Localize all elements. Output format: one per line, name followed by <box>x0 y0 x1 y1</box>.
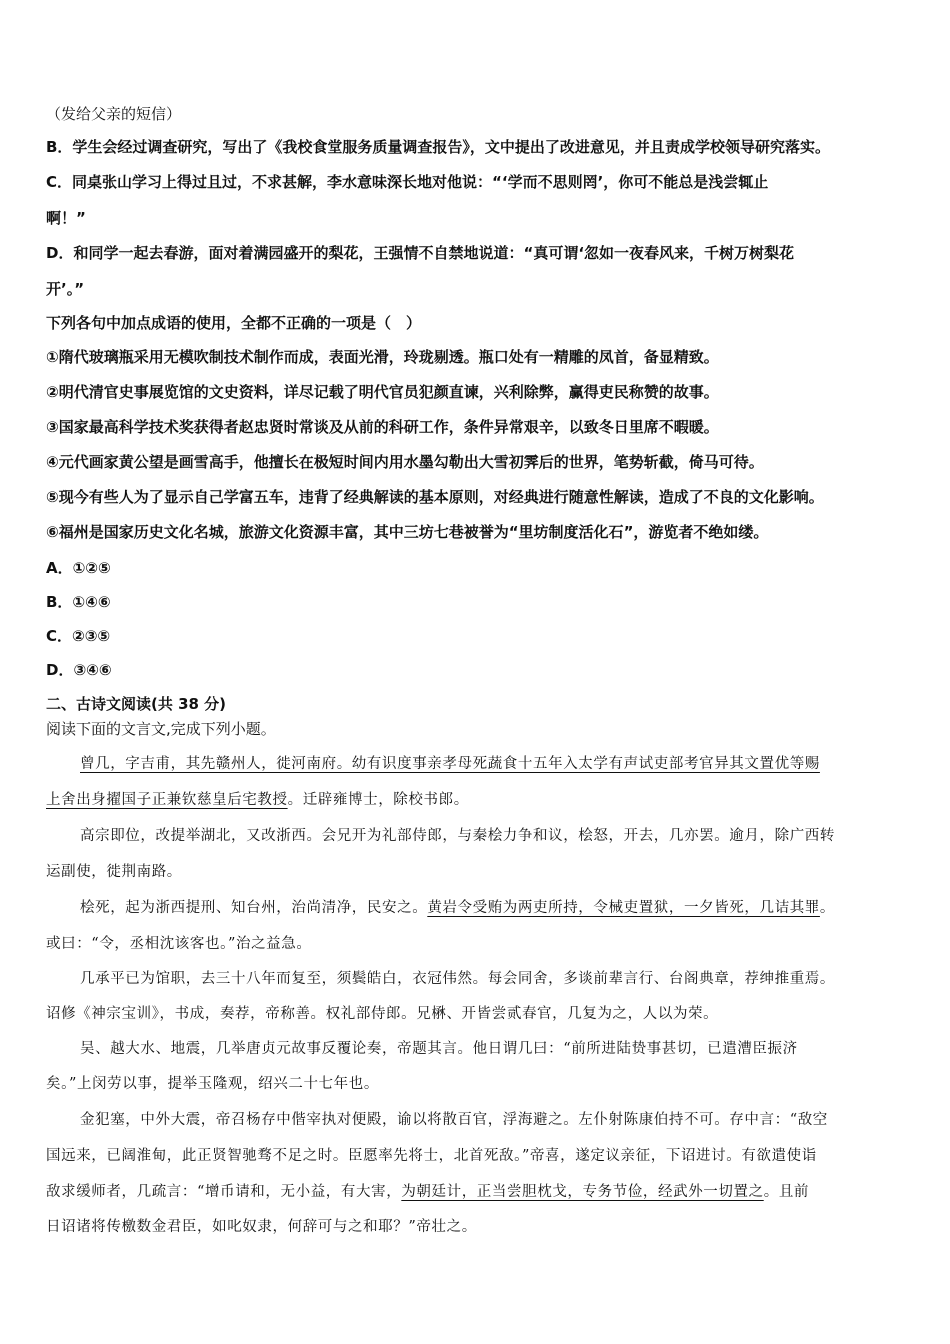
passage-p6-line1: 金犯塞，中外大震，帝召杨存中偕宰执对便殿，谕以将散百官，浮海避之。左仆射陈康伯持不可。存中言：“敌空 <box>80 1112 828 1128</box>
sentence-item-4: ④元代画家黄公望是画雪高手，他擅长在极短时间内用水墨勾勒出大雪初霁后的世界，笔势斩截，倚马可待。 <box>46 453 764 471</box>
passage-p1-line2 <box>46 788 469 809</box>
question-stem: 下列各句中加点成语的使用，全都不正确的一项是（ ） <box>46 314 422 332</box>
passage-p3-line2: 或曰：“令，丞相沈该客也。”治之益急。 <box>46 936 312 952</box>
choice-c-line2: 啊！” <box>46 209 86 227</box>
sentence-item-2: ②明代清官史事展览馆的文史资料，详尽记载了明代官员犯颜直谏，兴利除弊，赢得吏民称赞的故事。 <box>46 383 719 401</box>
passage-p6-line4: 日诏诸将传檄数金君臣，如叱奴隶，何辞可与之和耶？”帝壮之。 <box>46 1219 477 1235</box>
passage-p3-lead: 桧死，起为浙西提刑、知台州，治尚清净，民安之。 <box>80 900 428 916</box>
choice-d-line2: 开’。” <box>46 280 85 298</box>
section-instruction: 阅读下面的文言文,完成下列小题。 <box>46 720 276 738</box>
passage-p1-line2-tail: 。迁辟雍博士，除校书郎。 <box>287 792 469 808</box>
passage-p4-line2: 诏修《神宗宝训》，书成，奏荐，帝称善。权礼部侍郎。兄楙、开皆尝贰春官，几复为之，人以为荣。 <box>46 1006 719 1022</box>
section-heading: 二、古诗文阅读(共 38 分) <box>46 695 227 713</box>
choice-c-line1: C．同桌张山学习上得过且过，不求甚解，李水意味深长地对他说：“‘学而不思则罔’，你可不能总是浅尝辄止 <box>46 173 769 191</box>
choice-d-line1: D．和同学一起去春游，面对着满园盛开的梨花，王强情不自禁地说道：“真可谓‘忽如一夜春风来，千树万树梨花 <box>46 244 795 262</box>
sentence-item-3: ③国家最高科学技术奖获得者赵忠贤时常谈及从前的科研工作，条件异常艰辛，以致冬日里席不暇暖。 <box>46 418 719 436</box>
passage-p6-lead: 敌求缓师者，几疏言：“增币请和，无小益，有大害， <box>46 1184 402 1200</box>
sentence-item-1: ①隋代玻璃瓶采用无模吹制技术制作而成，表面光滑，玲珑剔透。瓶口处有一精雕的凤首，备显精致。 <box>46 348 719 366</box>
sentence-item-6: ⑥福州是国家历史文化名城，旅游文化资源丰富，其中三坊七巷被誉为“里坊制度活化石”，游览者不绝如缕。 <box>46 523 769 541</box>
passage-p2-line2: 运副使，徙荆南路。 <box>46 864 182 880</box>
passage-p5-line1: 吴、越大水、地震，几举唐贞元故事反覆论奏，帝题其言。他日谓几曰：“前所进陆贽事甚切，已遣漕臣振济 <box>80 1041 798 1057</box>
sentence-item-5: ⑤现今有些人为了显示自己学富五车，违背了经典解读的基本原则，对经典进行随意性解读，造成了不良的文化影响。 <box>46 488 824 506</box>
passage-p4-line1: 几承平已为馆职，去三十八年而复至，须鬓皓白，衣冠伟然。每会同舍，多谈前辈言行、台阁典章，荐绅推重焉。 <box>80 971 835 987</box>
passage-p6-line3 <box>46 1180 809 1201</box>
passage-p1-line1: 曾几，字吉甫，其先赣州人，徙河南府。幼有识度事亲孝母死蔬食十五年入太学有声试吏部考官异其文置优等赐 <box>80 756 820 772</box>
option-b: B．①④⑥ <box>46 593 111 611</box>
passage-p5-line2: 矣。”上闵劳以事，提举玉隆观，绍兴二十七年也。 <box>46 1076 379 1092</box>
option-d: D．③④⑥ <box>46 661 112 679</box>
choice-b: B．学生会经过调查研究，写出了《我校食堂服务质量调查报告》，文中提出了改进意见，并且责成学校领导研究落实。 <box>46 138 830 156</box>
passage-p6-line2: 国远来，已阔淮甸，此正贤智驰骛不足之时。臣愿率先将士，北首死敌。”帝喜，遂定议亲征，下诏进讨。有欲遣使诣 <box>46 1148 817 1164</box>
passage-p6-tail: 。且前 <box>763 1184 810 1200</box>
passage-p3-line1 <box>80 896 835 917</box>
underlined-sentence-2: 黄岩令受贿为两吏所持，令械吏置狱，一夕皆死，几诘其罪 <box>427 900 820 916</box>
passage-p3-end: 。 <box>819 900 836 916</box>
passage-p2-line1: 高宗即位，改提举湖北，又改浙西。会兄开为礼部侍郎，与秦桧力争和议，桧怒，开去，几亦罢。逾月，除广西转 <box>80 828 835 844</box>
choice-intro-line: （发给父亲的短信） <box>46 105 182 123</box>
option-c: C．②③⑤ <box>46 627 111 645</box>
underlined-sentence-1-end: 上舍出身擢国子正兼钦慈皇后宅教授 <box>46 792 288 808</box>
underlined-sentence-3: 为朝廷计，正当尝胆枕戈，专务节俭，经武外一切置之 <box>401 1184 764 1200</box>
option-a: A．①②⑤ <box>46 559 111 577</box>
